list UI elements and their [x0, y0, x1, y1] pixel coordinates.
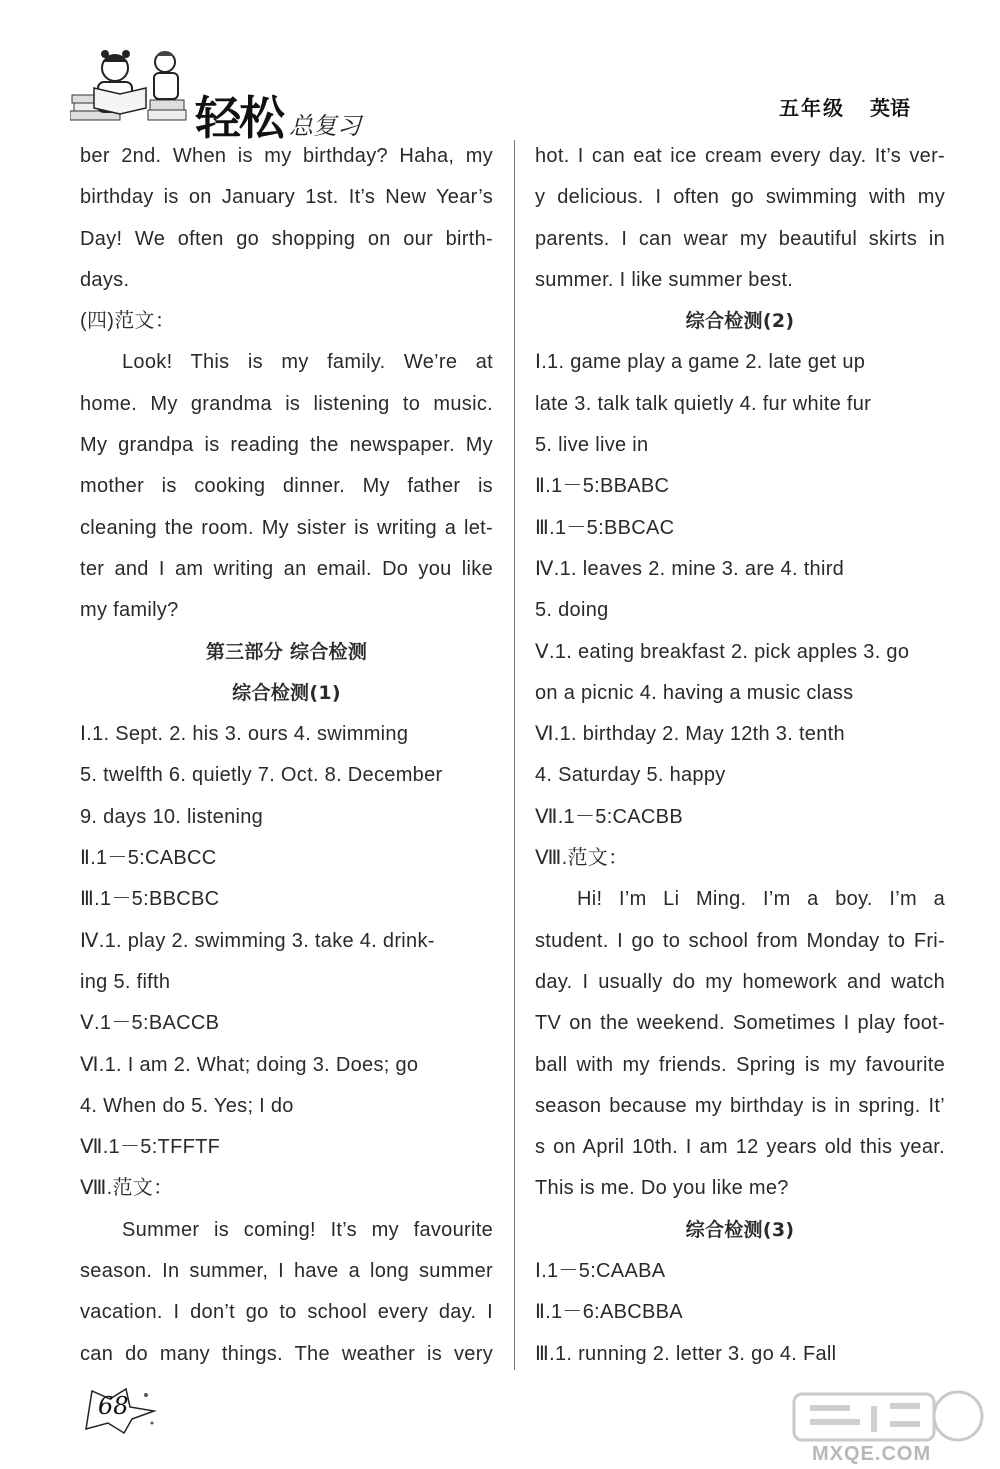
left-column	[80, 136, 493, 1375]
right-column-text-line: Ⅷ.范文：	[535, 847, 629, 870]
left-column-text-line: Ⅰ.1. Sept. 2. his 3. ours 4. swimming	[80, 723, 409, 746]
left-column-text-line: ing 5. fifth	[80, 970, 171, 993]
left-column-text-line: cleaning the room. My sister is writing a let-	[80, 516, 493, 539]
left-column-text-line: My grandpa is reading the newspaper. My	[80, 434, 493, 457]
left-column-text-line: Ⅵ.1. I am 2. What; doing 3. Does; go	[80, 1053, 419, 1076]
page-header	[60, 30, 940, 145]
right-column-text-line: Ⅳ.1. leaves 2. mine 3. are 4. third	[535, 557, 845, 580]
right-column-text-line: 综合检测(2)	[685, 310, 795, 333]
kids-reading-logo-icon	[70, 40, 200, 130]
left-column-text-line: (四)范文：	[80, 310, 176, 333]
left-column-text-line: my family?	[80, 599, 179, 622]
right-column-text-line: Ⅶ.1－5:CACBB	[535, 805, 683, 828]
left-column-text-line: Ⅴ.1－5:BACCB	[80, 1012, 220, 1035]
right-column-text-line: 4. Saturday 5. happy	[535, 764, 726, 787]
right-column-text-line: 综合检测(3)	[685, 1218, 795, 1241]
right-column-text-line: Ⅱ.1－6:ABCBBA	[535, 1301, 683, 1324]
left-column-text-line: Look! This is my family. We’re at	[122, 351, 493, 374]
left-column-text-line: 综合检测(1)	[232, 681, 341, 704]
left-column-text-line: season. In summer, I have a long summer	[80, 1260, 493, 1283]
left-column-text-line: Ⅶ.1－5:TFFTF	[80, 1136, 221, 1159]
right-column-text-line: y delicious. I often go swimming with my	[535, 186, 945, 209]
right-column-text-line: student. I go to school from Monday to Fri-	[535, 929, 945, 952]
brand-title: 轻松	[195, 91, 283, 145]
column-divider	[514, 140, 515, 1370]
right-column	[535, 136, 945, 1375]
left-column-text-line: birthday is on January 1st. It’s New Year’s	[80, 186, 493, 209]
left-column-text-line: Summer is coming! It’s my favourite	[122, 1218, 493, 1241]
right-column-text-line: Ⅵ.1. birthday 2. May 12th 3. tenth	[535, 723, 845, 746]
right-column-text-line: day. I usually do my homework and watch	[535, 970, 945, 993]
left-column-text-line: Ⅱ.1－5:CABCC	[80, 847, 217, 870]
left-column-text-line: Ⅳ.1. play 2. swimming 3. take 4. drink-	[80, 929, 435, 952]
right-column-text-line: ball with my friends. Spring is my favourite	[535, 1053, 945, 1076]
right-column-text-line: Ⅲ.1. running 2. letter 3. go 4. Fall	[535, 1342, 837, 1365]
left-column-text-line: 第三部分 综合检测	[205, 640, 368, 663]
subject-label: 英语	[870, 96, 910, 120]
right-column-text-line: on a picnic 4. having a music class	[535, 681, 854, 704]
page-number: 68	[98, 1392, 129, 1420]
left-column-text-line: 9. days 10. listening	[80, 805, 264, 828]
watermark-text: MXQE.COM	[812, 1443, 932, 1465]
right-column-text-line: TV on the weekend. Sometimes I play foot-	[535, 1012, 945, 1035]
brand-subtitle: 总复习	[289, 112, 361, 140]
left-column-text-line: ber 2nd. When is my birthday? Haha, my	[80, 145, 493, 167]
right-column-text-line: Ⅲ.1－5:BBCAC	[535, 516, 675, 539]
right-column-text-line: Hi! I’m Li Ming. I’m a boy. I’m a	[577, 888, 945, 911]
right-column-text-line: Ⅱ.1－5:BBABC	[535, 475, 670, 498]
right-column-text-line: season because my birthday is in spring. It’	[535, 1094, 945, 1117]
left-column-text-line: Ⅲ.1－5:BBCBC	[80, 888, 220, 911]
right-column-text-line: 5. doing	[535, 599, 609, 622]
left-column-text-line: Day! We often go shopping on our birth-	[80, 227, 493, 250]
left-column-text-line: vacation. I don’t go to school every day. I	[80, 1301, 493, 1324]
right-column-text-line: hot. I can eat ice cream every day. It’s ver-	[535, 145, 945, 167]
right-column-text-line: summer. I like summer best.	[535, 268, 794, 291]
left-column-text-line: days.	[80, 268, 130, 291]
left-column-text-line: ter and I am writing an email. Do you like	[80, 557, 493, 580]
left-column-text-line: can do many things. The weather is very	[80, 1342, 493, 1365]
left-column-text-line: 5. twelfth 6. quietly 7. Oct. 8. December	[80, 764, 443, 787]
grade-label: 五年级	[779, 96, 845, 120]
right-column-text-line: This is me. Do you like me?	[535, 1177, 789, 1200]
right-column-text-line: parents. I can wear my beautiful skirts in	[535, 227, 945, 250]
right-column-text-line: 5. live live in	[535, 434, 649, 457]
left-column-text-line: Ⅷ.范文：	[80, 1177, 174, 1200]
left-column-text-line: 4. When do 5. Yes; I do	[80, 1094, 294, 1117]
right-column-text-line: Ⅴ.1. eating breakfast 2. pick apples 3. go	[535, 640, 910, 663]
right-column-text-line: s on April 10th. I am 12 years old this year.	[535, 1136, 945, 1159]
right-column-text-line: Ⅰ.1. game play a game 2. late get up	[535, 351, 866, 374]
right-column-text-line: late 3. talk talk quietly 4. fur white fur	[535, 392, 872, 415]
left-column-text-line: home. My grandma is listening to music.	[80, 392, 493, 415]
right-column-text-line: Ⅰ.1－5:CAABA	[535, 1260, 666, 1283]
left-column-text-line: mother is cooking dinner. My father is	[80, 475, 493, 498]
